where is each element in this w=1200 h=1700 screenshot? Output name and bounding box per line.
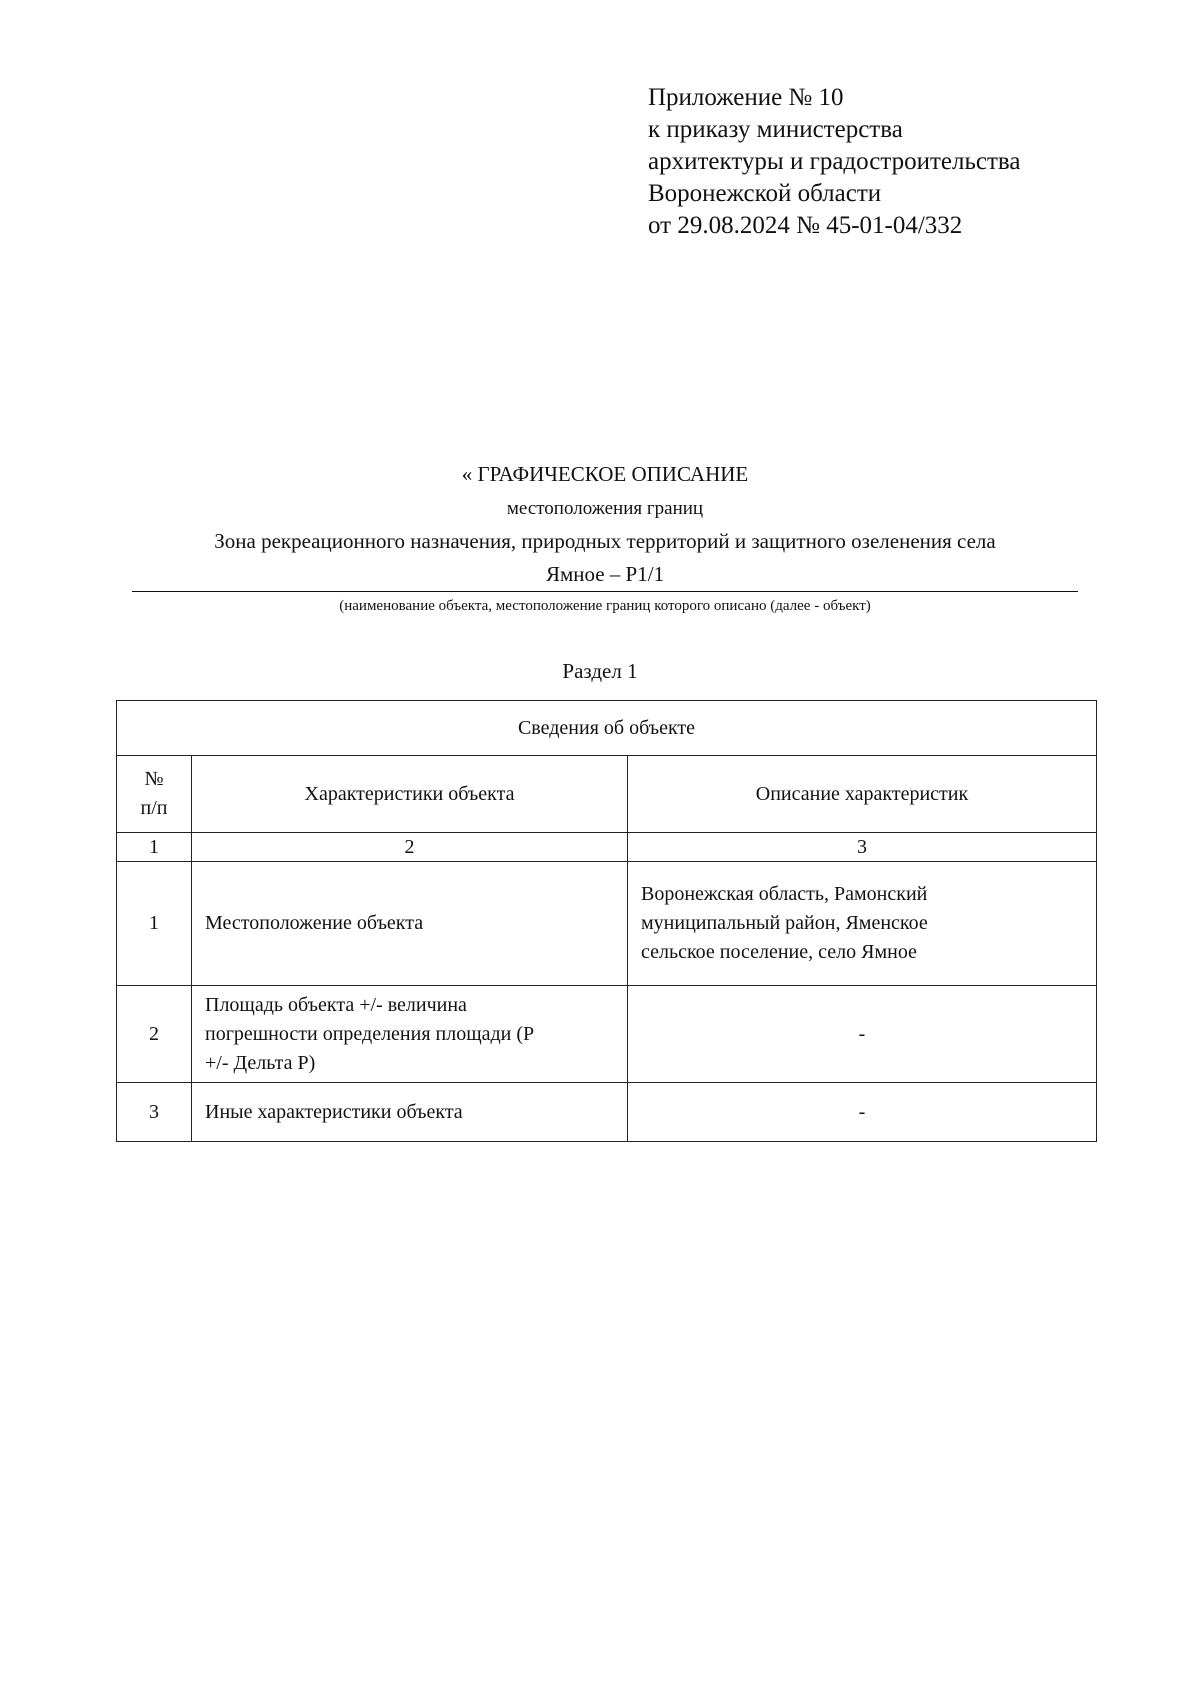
- table-caption: Сведения об объекте: [117, 701, 1097, 756]
- column-number: 1: [117, 833, 192, 862]
- row-characteristic: Иные характеристики объекта: [192, 1083, 628, 1142]
- row-characteristic: Местоположение объекта: [192, 862, 628, 986]
- row-description-line: Воронежская область, Рамонский: [641, 883, 928, 905]
- header-description: Описание характеристик: [628, 756, 1097, 833]
- appendix-line: от 29.08.2024 № 45-01-04/332: [648, 212, 963, 239]
- appendix-line: Воронежской области: [648, 180, 882, 207]
- row-description-line: сельское поселение, село Ямное: [641, 941, 917, 963]
- header-number: [117, 756, 192, 833]
- document-title: « ГРАФИЧЕСКОЕ ОПИСАНИЕ: [461, 462, 749, 486]
- row-description: -: [628, 986, 1097, 1083]
- row-number: 2: [117, 986, 192, 1083]
- row-number: 3: [117, 1083, 192, 1142]
- appendix-line: Приложение № 10: [648, 84, 844, 111]
- table-caption-row: [117, 701, 1097, 756]
- appendix-line: к приказу министерства: [648, 116, 903, 143]
- table-row: [117, 862, 1097, 986]
- object-info-table: [116, 700, 1097, 1142]
- header-characteristic: Характеристики объекта: [192, 756, 628, 833]
- appendix-block: [648, 82, 1118, 242]
- column-number-row: [117, 833, 1097, 862]
- table-row: [117, 986, 1097, 1083]
- table-header-row: [117, 756, 1097, 833]
- header-number-line: №: [144, 768, 164, 790]
- document-subtitle: местоположения границ: [506, 498, 704, 519]
- column-number: 3: [628, 833, 1097, 862]
- row-characteristic: [192, 986, 628, 1083]
- object-name-caption: (наименование объекта, местоположение границ которого описано (далее - объект): [339, 598, 871, 614]
- row-characteristic-line: +/- Дельта Р): [205, 1051, 316, 1074]
- row-description: [628, 862, 1097, 986]
- row-characteristic-line: погрешности определения площади (Р: [205, 1022, 535, 1045]
- header-number-line: п/п: [140, 797, 168, 819]
- title-block: [130, 455, 1080, 616]
- column-number: 2: [192, 833, 628, 862]
- title-underline: [132, 591, 1078, 592]
- row-description-line: муниципальный район, Яменское: [641, 912, 928, 934]
- row-number: 1: [117, 862, 192, 986]
- section-label: Раздел 1: [562, 659, 638, 683]
- row-description: -: [628, 1083, 1097, 1142]
- row-characteristic-line: Площадь объекта +/- величина: [205, 993, 467, 1016]
- object-name-line: Ямное – Р1/1: [545, 562, 665, 586]
- table-row: [117, 1083, 1097, 1142]
- object-name-line: Зона рекреационного назначения, природных территорий и защитного озеленения села: [214, 529, 996, 553]
- appendix-line: архитектуры и градостроительства: [648, 148, 1021, 175]
